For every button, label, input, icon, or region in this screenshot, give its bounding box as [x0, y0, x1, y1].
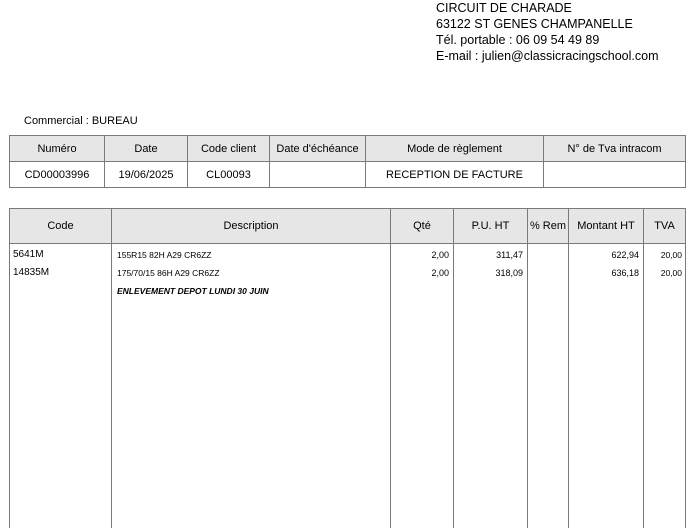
row-2-pu-ht: 318,09 [454, 264, 527, 282]
column-qte [391, 244, 454, 528]
commercial-label: Commercial : BUREAU [24, 115, 138, 127]
row-1-description: 155R15 82H A29 CR6ZZ [112, 246, 390, 264]
row-2-qte: 2,00 [391, 264, 453, 282]
header-qte: Qté [391, 209, 454, 244]
company-email: E-mail : julien@classicracingschool.com [436, 48, 659, 64]
document-info-table [9, 135, 686, 188]
row-1-montant-ht: 622,94 [569, 246, 643, 264]
value-tva-intracom [544, 162, 686, 188]
column-description [112, 244, 391, 528]
header-description: Description [112, 209, 391, 244]
row-1-tva: 20,00 [644, 246, 685, 264]
header-tva: TVA [644, 209, 686, 244]
company-phone: Tél. portable : 06 09 54 49 89 [436, 32, 659, 48]
header-rem: % Rem [528, 209, 569, 244]
value-code-client: CL00093 [188, 162, 270, 188]
header-pu-ht: P.U. HT [454, 209, 528, 244]
row-2-code: 14835M [10, 264, 111, 282]
row-2-description: 175/70/15 86H A29 CR6ZZ [112, 264, 390, 282]
invoice-lines-table [9, 208, 686, 528]
header-numero: Numéro [10, 136, 105, 162]
row-1-qte: 2,00 [391, 246, 453, 264]
delivery-note: ENLEVEMENT DEPOT LUNDI 30 JUIN [112, 282, 390, 300]
header-mode-reglement: Mode de règlement [366, 136, 544, 162]
header-code-client: Code client [188, 136, 270, 162]
header-code: Code [10, 209, 112, 244]
value-date: 19/06/2025 [105, 162, 188, 188]
column-pu-ht [454, 244, 528, 528]
value-date-echeance [270, 162, 366, 188]
row-2-tva: 20,00 [644, 264, 685, 282]
row-1-rem [528, 246, 568, 264]
row-2-montant-ht: 636,18 [569, 264, 643, 282]
column-tva [644, 244, 686, 528]
row-1-pu-ht: 311,47 [454, 246, 527, 264]
value-numero: CD00003996 [10, 162, 105, 188]
value-mode-reglement: RECEPTION DE FACTURE [366, 162, 544, 188]
column-rem [528, 244, 569, 528]
header-date-echeance: Date d'échéance [270, 136, 366, 162]
column-montant-ht [569, 244, 644, 528]
header-date: Date [105, 136, 188, 162]
row-2-rem [528, 264, 568, 282]
row-1-code: 5641M [10, 246, 111, 264]
header-montant-ht: Montant HT [569, 209, 644, 244]
company-address: 63122 ST GENES CHAMPANELLE [436, 16, 659, 32]
column-code [10, 244, 112, 528]
company-address-block [436, 0, 659, 64]
table-row [10, 244, 686, 528]
header-tva-intracom: N° de Tva intracom [544, 136, 686, 162]
company-name: CIRCUIT DE CHARADE [436, 0, 659, 16]
